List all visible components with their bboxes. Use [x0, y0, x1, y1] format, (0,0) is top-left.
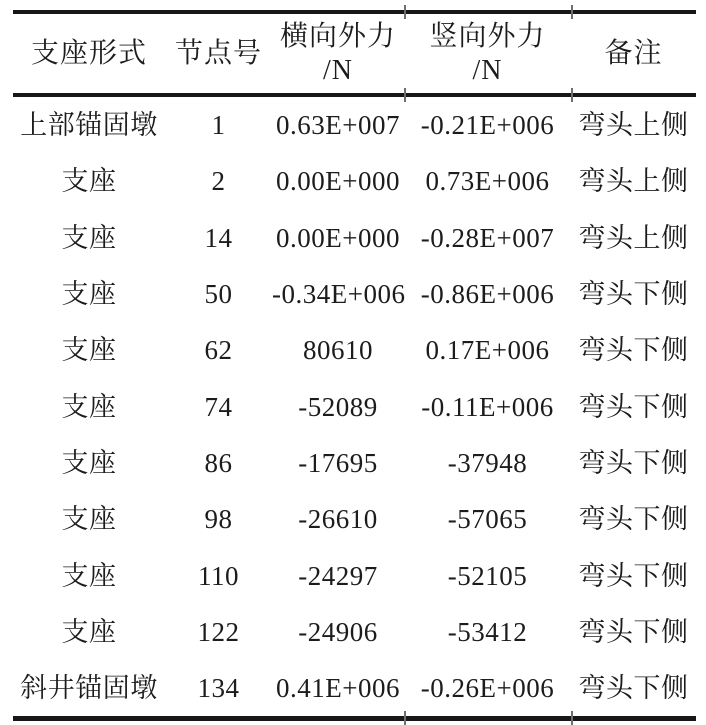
header-label: 竖向外力	[429, 20, 546, 52]
table-row	[13, 378, 696, 434]
column-separator-tick	[571, 5, 573, 19]
table-row	[13, 435, 696, 491]
column-header-remarks	[571, 37, 696, 71]
column-separator-tick	[404, 88, 406, 102]
cell-support-type: 支座	[61, 447, 117, 478]
column-separator-tick	[404, 711, 406, 725]
table-row	[13, 266, 696, 322]
table-row	[13, 491, 696, 547]
cell-remark: 弯头下侧	[578, 447, 689, 478]
cell-lateral-force: -26610	[298, 504, 378, 535]
cell-remark: 弯头下侧	[578, 616, 689, 647]
cell-lateral-force: 0.63E+007	[276, 110, 400, 141]
table-row	[13, 322, 696, 378]
table-row	[13, 660, 696, 716]
column-header-lateral-force	[272, 20, 404, 88]
cell-remark: 弯头下侧	[578, 391, 689, 422]
cell-lateral-force: 0.41E+006	[276, 673, 400, 704]
table-header-row	[13, 14, 696, 93]
cell-lateral-force: -24297	[298, 560, 378, 591]
cell-node-number: 2	[211, 166, 226, 197]
cell-support-type: 斜井锚固墩	[20, 673, 158, 704]
header-label: 横向外力	[279, 20, 396, 52]
header-label: 备注	[604, 37, 663, 69]
cell-node-number: 14	[204, 222, 233, 253]
cell-lateral-force: -0.34E+006	[272, 279, 406, 310]
cell-vertical-force: -53412	[447, 616, 528, 647]
cell-remark: 弯头上侧	[578, 110, 689, 141]
table-row	[13, 97, 696, 153]
cell-lateral-force: -24906	[298, 616, 378, 647]
cell-node-number: 86	[204, 447, 233, 478]
cell-lateral-force: 0.00E+000	[276, 222, 400, 253]
header-unit: /N	[323, 54, 353, 86]
cell-remark: 弯头下侧	[578, 335, 689, 366]
cell-remark: 弯头下侧	[578, 279, 689, 310]
cell-support-type: 支座	[61, 279, 117, 310]
cell-remark: 弯头下侧	[578, 673, 689, 704]
table-body	[13, 97, 696, 716]
cell-lateral-force: 0.00E+000	[276, 166, 400, 197]
cell-remark: 弯头上侧	[578, 166, 689, 197]
cell-node-number: 74	[204, 391, 233, 422]
header-unit: /N	[472, 54, 503, 86]
cell-node-number: 50	[204, 279, 233, 310]
cell-vertical-force: -0.28E+007	[420, 222, 555, 253]
cell-lateral-force: 80610	[303, 335, 373, 366]
column-header-node-number	[165, 37, 272, 71]
cell-remark: 弯头上侧	[578, 222, 689, 253]
table-row	[13, 604, 696, 660]
table-row	[13, 210, 696, 266]
cell-node-number: 1	[211, 110, 226, 141]
cell-vertical-force: -0.86E+006	[420, 279, 555, 310]
header-label: 支座形式	[30, 37, 147, 69]
table-row	[13, 153, 696, 209]
table-row	[13, 547, 696, 603]
table-top-border	[13, 10, 696, 14]
column-separator-tick	[404, 5, 406, 19]
cell-support-type: 支座	[61, 391, 117, 422]
cell-lateral-force: -52089	[298, 391, 378, 422]
table-bottom-border	[13, 716, 696, 721]
column-header-support-type	[13, 37, 165, 71]
cell-vertical-force: 0.17E+006	[425, 335, 550, 366]
cell-remark: 弯头下侧	[578, 504, 689, 535]
column-separator-tick	[571, 711, 573, 725]
cell-vertical-force: 0.73E+006	[425, 166, 550, 197]
cell-node-number: 110	[198, 560, 239, 591]
cell-support-type: 支座	[61, 222, 117, 253]
cell-support-type: 支座	[61, 560, 117, 591]
cell-support-type: 支座	[61, 335, 117, 366]
column-separator-tick	[571, 88, 573, 102]
cell-lateral-force: -17695	[298, 447, 378, 478]
cell-vertical-force: -37948	[447, 447, 528, 478]
cell-support-type: 支座	[61, 166, 117, 197]
cell-node-number: 134	[197, 673, 240, 704]
column-header-vertical-force	[404, 20, 571, 88]
cell-vertical-force: -0.21E+006	[420, 110, 555, 141]
cell-support-type: 支座	[61, 504, 117, 535]
cell-vertical-force: -0.26E+006	[420, 673, 555, 704]
cell-node-number: 62	[204, 335, 233, 366]
cell-vertical-force: -52105	[447, 560, 528, 591]
cell-vertical-force: -57065	[447, 504, 528, 535]
header-label: 节点号	[174, 37, 262, 69]
cell-support-type: 上部锚固墩	[20, 110, 158, 141]
table-header-underline	[13, 93, 696, 97]
cell-support-type: 支座	[61, 616, 117, 647]
cell-vertical-force: -0.11E+006	[421, 391, 554, 422]
cell-node-number: 122	[197, 616, 240, 647]
cell-node-number: 98	[204, 504, 233, 535]
cell-remark: 弯头下侧	[578, 560, 689, 591]
